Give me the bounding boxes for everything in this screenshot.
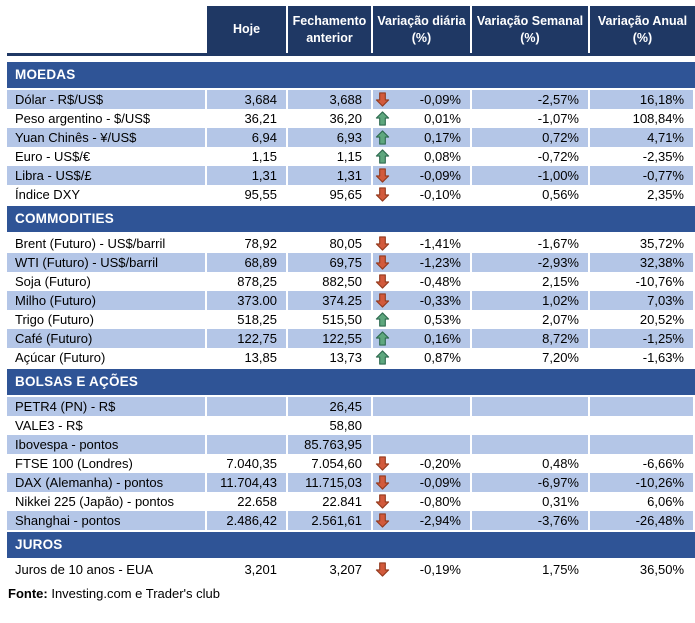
weekly-change-value: 1,75% [542,562,579,577]
table-row [7,272,695,291]
daily-change-cell [373,492,472,511]
previous-close-value: 80,05 [329,236,362,251]
daily-change-cell [373,348,472,367]
today-value: 6,94 [207,128,288,147]
source-line [7,586,695,601]
table-row [7,234,695,253]
today-value: 1,31 [207,166,288,185]
annual-change-value: 108,84% [632,111,684,126]
daily-change-cell [373,90,472,109]
down-arrow-icon [375,254,390,271]
table-row [7,166,695,185]
down-arrow-icon [375,235,390,252]
weekly-change-value: -1,67% [537,236,579,251]
annual-change-value: 36,50% [639,562,684,577]
daily-change-value: -0,48% [419,274,461,289]
annual-change-value: -1,25% [590,329,695,348]
today-value: 373.00 [207,291,288,310]
table-row [7,128,695,147]
down-arrow-icon [375,167,390,184]
down-arrow-icon [375,561,390,578]
table-row [7,310,695,329]
instrument-label: Juros de 10 anos - EUA [15,562,154,577]
weekly-change-value: 0,56% [542,187,579,202]
previous-close-value: 58,80 [329,418,362,433]
instrument-label: VALE3 - R$ [15,418,83,433]
annual-change-value: 32,38% [590,253,695,272]
daily-change-value: 0,53% [424,312,461,327]
table-row [7,253,695,272]
previous-close-value: 85.763,95 [288,435,373,454]
daily-change-cell [373,511,472,530]
weekly-change-value: 1,02% [472,291,590,310]
up-arrow-icon [375,311,390,328]
instrument-label: Dólar - R$/US$ [7,90,207,109]
today-value: 78,92 [244,236,277,251]
instrument-label: Índice DXY [15,187,81,202]
instrument-label: Ibovespa - pontos [7,435,207,454]
section-header: JUROS [7,532,695,558]
daily-change-cell [373,473,472,492]
previous-close-value: 1,15 [336,149,362,164]
annual-change-value: -10,76% [635,274,684,289]
annual-change-value [590,435,695,454]
previous-close-value: 26,45 [288,397,373,416]
instrument-label: DAX (Alemanha) - pontos [7,473,207,492]
table-row [7,291,695,310]
daily-change-cell [373,185,472,204]
instrument-label: Euro - US$/€ [15,149,91,164]
column-header: Variação Semanal (%) [472,6,590,53]
daily-change-value: -0,09% [419,168,461,183]
weekly-change-value: -0,72% [537,149,579,164]
annual-change-value: 4,71% [590,128,695,147]
today-value: 68,89 [207,253,288,272]
weekly-change-value [472,397,590,416]
today-value: 11.704,43 [207,473,288,492]
down-arrow-icon [375,512,390,529]
up-arrow-icon [375,349,390,366]
daily-change-cell [373,397,472,416]
instrument-label: Peso argentino - $/US$ [15,111,151,126]
daily-change-cell [373,109,472,128]
table-row [7,348,695,367]
previous-close-value: 122,55 [288,329,373,348]
instrument-label: Libra - US$/£ [7,166,207,185]
weekly-change-value [472,416,590,435]
previous-close-value: 95,65 [329,187,362,202]
weekly-change-value [472,435,590,454]
annual-change-value: -26,48% [590,511,695,530]
daily-change-value: -2,94% [419,513,461,528]
today-value: 518,25 [237,312,277,327]
daily-change-value: -0,19% [419,562,461,577]
daily-change-cell [373,147,472,166]
instrument-label: Soja (Futuro) [15,274,91,289]
weekly-change-value: 0,72% [472,128,590,147]
down-arrow-icon [375,474,390,491]
daily-change-cell [373,234,472,253]
previous-close-value: 11.715,03 [288,473,373,492]
daily-change-cell [373,560,472,579]
today-value: 13,85 [244,350,277,365]
daily-change-cell [373,166,472,185]
column-header: Variação Anual (%) [590,6,695,53]
up-arrow-icon [375,330,390,347]
header-label-spacer [7,6,207,53]
today-value: 22.658 [237,494,277,509]
today-value: 2.486,42 [207,511,288,530]
table-body [7,62,695,579]
instrument-label: Milho (Futuro) [7,291,207,310]
table-row [7,185,695,204]
daily-change-cell [373,128,472,147]
annual-change-value: -6,66% [642,456,684,471]
daily-change-cell [373,435,472,454]
section-header: MOEDAS [7,62,695,88]
daily-change-value: 0,87% [424,350,461,365]
daily-change-cell [373,272,472,291]
today-value: 122,75 [207,329,288,348]
daily-change-value: 0,16% [424,331,461,346]
instrument-label: Açúcar (Futuro) [15,350,106,365]
previous-close-value: 69,75 [288,253,373,272]
previous-close-value: 7.054,60 [311,456,362,471]
today-value: 3,684 [207,90,288,109]
header-underline [7,53,695,56]
table-row [7,329,695,348]
annual-change-value: 20,52% [639,312,684,327]
table-row [7,109,695,128]
annual-change-value: -1,63% [642,350,684,365]
instrument-label: Yuan Chinês - ¥/US$ [7,128,207,147]
daily-change-value: 0,17% [424,130,461,145]
weekly-change-value: -6,97% [472,473,590,492]
daily-change-cell [373,454,472,473]
daily-change-cell [373,310,472,329]
weekly-change-value: 7,20% [542,350,579,365]
instrument-label: Café (Futuro) [7,329,207,348]
instrument-label: WTI (Futuro) - US$/barril [7,253,207,272]
today-value [207,416,288,435]
daily-change-value: -0,33% [419,293,461,308]
annual-change-value: 6,06% [647,494,684,509]
daily-change-value: -0,09% [419,92,461,107]
daily-change-cell [373,416,472,435]
weekly-change-value: 2,07% [542,312,579,327]
table-row [7,560,695,579]
previous-close-value: 515,50 [322,312,362,327]
table-row [7,147,695,166]
daily-change-value: -0,10% [419,187,461,202]
daily-change-value: -0,80% [419,494,461,509]
weekly-change-value: -2,93% [472,253,590,272]
annual-change-value: -10,26% [590,473,695,492]
weekly-change-value: -1,00% [472,166,590,185]
weekly-change-value: -1,07% [537,111,579,126]
source-text: Investing.com e Trader's club [47,586,221,601]
down-arrow-icon [375,91,390,108]
up-arrow-icon [375,148,390,165]
previous-close-value: 3,207 [329,562,362,577]
today-value: 3,201 [244,562,277,577]
previous-close-value: 882,50 [322,274,362,289]
daily-change-value: 0,08% [424,149,461,164]
annual-change-value: -2,35% [642,149,684,164]
column-header: Hoje [207,6,288,53]
column-header: Variação diária (%) [373,6,472,53]
previous-close-value: 22.841 [322,494,362,509]
weekly-change-value: -2,57% [472,90,590,109]
weekly-change-value: 0,31% [542,494,579,509]
previous-close-value: 36,20 [329,111,362,126]
weekly-change-value: 2,15% [542,274,579,289]
previous-close-value: 6,93 [288,128,373,147]
table-row [7,511,695,530]
table-header-row [7,6,695,53]
column-header: Fechamento anterior [288,6,373,53]
daily-change-cell [373,253,472,272]
today-value: 95,55 [244,187,277,202]
down-arrow-icon [375,273,390,290]
annual-change-value: 7,03% [590,291,695,310]
previous-close-value: 374.25 [288,291,373,310]
annual-change-value: 35,72% [639,236,684,251]
weekly-change-value: 0,48% [542,456,579,471]
annual-change-value [590,416,695,435]
down-arrow-icon [375,292,390,309]
daily-change-value: 0,01% [424,111,461,126]
table-row [7,454,695,473]
down-arrow-icon [375,455,390,472]
previous-close-value: 2.561,61 [288,511,373,530]
annual-change-value: -0,77% [590,166,695,185]
instrument-label: Brent (Futuro) - US$/barril [15,236,166,251]
daily-change-cell [373,291,472,310]
previous-close-value: 1,31 [288,166,373,185]
daily-change-cell [373,329,472,348]
today-value: 7.040,35 [226,456,277,471]
instrument-label: Trigo (Futuro) [15,312,94,327]
source-label: Fonte: [8,586,48,601]
instrument-label: Shanghai - pontos [7,511,207,530]
section-header: BOLSAS E AÇÕES [7,369,695,395]
weekly-change-value: 8,72% [472,329,590,348]
table-row [7,492,695,511]
down-arrow-icon [375,186,390,203]
daily-change-value: -0,20% [419,456,461,471]
daily-change-value: -1,23% [419,255,461,270]
today-value [207,397,288,416]
previous-close-value: 3,688 [288,90,373,109]
down-arrow-icon [375,493,390,510]
today-value [207,435,288,454]
annual-change-value: 2,35% [647,187,684,202]
table-row [7,397,695,416]
today-value: 36,21 [244,111,277,126]
annual-change-value [590,397,695,416]
instrument-label: FTSE 100 (Londres) [15,456,133,471]
today-value: 1,15 [251,149,277,164]
table-row [7,90,695,109]
section-header: COMMODITIES [7,206,695,232]
annual-change-value: 16,18% [590,90,695,109]
table-row [7,416,695,435]
up-arrow-icon [375,110,390,127]
today-value: 878,25 [237,274,277,289]
instrument-label: PETR4 (PN) - R$ [7,397,207,416]
table-row [7,473,695,492]
daily-change-value: -1,41% [419,236,461,251]
table-row [7,435,695,454]
instrument-label: Nikkei 225 (Japão) - pontos [15,494,174,509]
weekly-change-value: -3,76% [472,511,590,530]
daily-change-value: -0,09% [419,475,461,490]
previous-close-value: 13,73 [329,350,362,365]
up-arrow-icon [375,129,390,146]
